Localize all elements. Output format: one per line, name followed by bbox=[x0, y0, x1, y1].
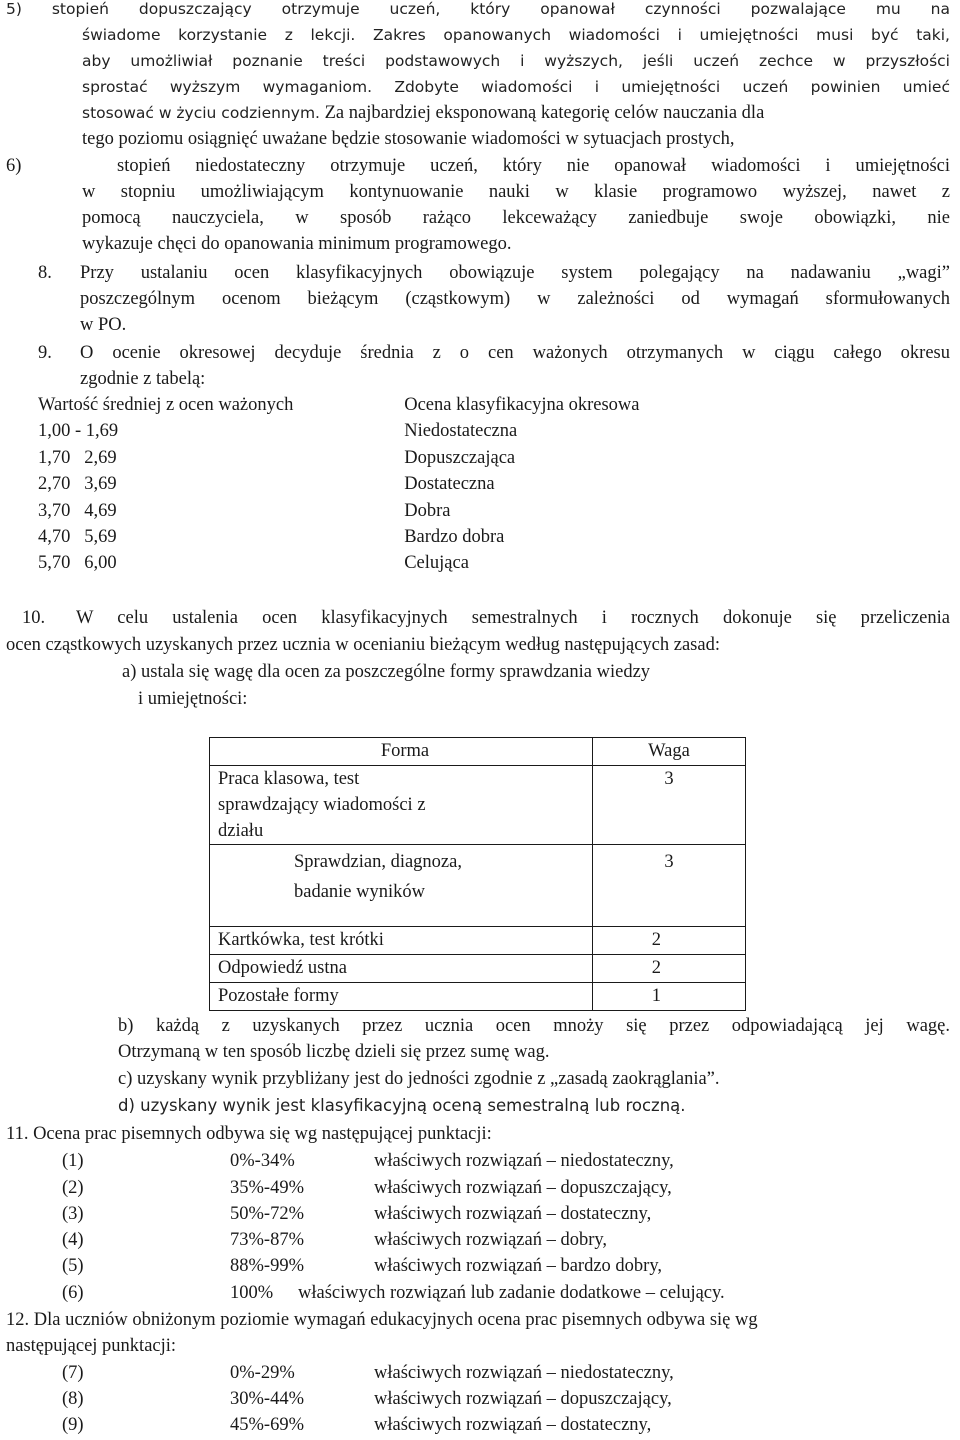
score-number: (7) bbox=[62, 1363, 84, 1383]
weights-table-row bbox=[210, 766, 746, 845]
p10-line-2: ocen cząstkowych uzyskanych przez ucznia w ocenianiu bieżącym według następujących zasad: bbox=[6, 635, 720, 655]
score-description: właściwych rozwiązań lub zadanie dodatkowe – celujący. bbox=[298, 1283, 725, 1303]
grade-name: Dobra bbox=[404, 500, 451, 521]
grade-table-row bbox=[38, 550, 642, 576]
grade-table-row bbox=[38, 418, 642, 444]
score-percent: 0%-34% bbox=[230, 1151, 295, 1171]
p6-line-4: wykazuje chęci do opanowania minimum programowego. bbox=[82, 234, 512, 254]
score-number: (5) bbox=[62, 1256, 84, 1276]
p12-line-1: 12. Dla uczniów obniżonym poziomie wymagań edukacyjnych ocena prac pisemnych odbywa się wg bbox=[6, 1310, 758, 1330]
p10-b-line-2: Otrzymaną w ten sposób liczbę dzieli się przez sumę wag. bbox=[118, 1042, 550, 1062]
weights-value: 3 bbox=[593, 845, 746, 927]
score-percent: 50%-72% bbox=[230, 1204, 304, 1224]
grade-name: Celująca bbox=[404, 553, 469, 574]
score-number: (9) bbox=[62, 1415, 84, 1435]
grade-table-row bbox=[38, 445, 642, 471]
p10-a-line-1: a) ustala się wagę dla ocen za poszczególne formy sprawdzania wiedzy bbox=[122, 662, 651, 682]
grade-name: Niedostateczna bbox=[404, 421, 518, 442]
weights-form-line-2: badanie wyników bbox=[294, 882, 426, 902]
weights-form: Odpowiedź ustna bbox=[210, 955, 593, 983]
p5-line-5a: stosować w życiu codziennym. bbox=[82, 104, 320, 122]
score-number: (2) bbox=[62, 1178, 84, 1198]
grade-range: 1,00 - 1,69 bbox=[38, 421, 119, 442]
score-percent: 30%-44% bbox=[230, 1389, 304, 1409]
score-number: (3) bbox=[62, 1204, 84, 1224]
score-description: właściwych rozwiązań – dostateczny, bbox=[374, 1204, 652, 1224]
p6-line-1: stopień niedostateczny otrzymuje uczeń, który nie opanował wiadomości i umiejętności bbox=[117, 156, 950, 176]
p6-line-3: pomocą nauczyciela, w sposób rażąco lekceważący zaniedbuje swoje obowiązki, nie bbox=[82, 208, 950, 228]
p8-line-1: Przy ustalaniu ocen klasyfikacyjnych obowiązuje system polegający na nadawaniu „wagi” bbox=[80, 263, 950, 283]
grade-table-row bbox=[38, 524, 642, 550]
p5-line-4: sprostać wyższym wymaganiom. Zdobyte wiadomości i umiejętności uczeń powinien umieć bbox=[82, 78, 950, 96]
p9-line-2: zgodnie z tabelą: bbox=[80, 369, 206, 389]
weights-form: Kartkówka, test krótki bbox=[210, 927, 593, 955]
p5-line-5 bbox=[82, 100, 950, 126]
weights-table-header bbox=[210, 738, 746, 766]
weights-header-weight: Waga bbox=[593, 738, 746, 766]
score-description: właściwych rozwiązań – dopuszczający, bbox=[374, 1389, 672, 1409]
p10-d-line: d) uzyskany wynik jest klasyfikacyjną oceną semestralną lub roczną. bbox=[118, 1096, 686, 1115]
p10-line-1: W celu ustalenia ocen klasyfikacyjnych semestralnych i rocznych dokonuje się przeliczenia bbox=[76, 608, 950, 628]
score-description: właściwych rozwiązań – dopuszczający, bbox=[374, 1178, 672, 1198]
p10-b-line-1: b) każdą z uzyskanych przez ucznia ocen mnoży się przez odpowiadającą jej wagę. bbox=[118, 1016, 950, 1036]
p10-c-line: c) uzyskany wynik przybliżany jest do jedności zgodnie z „zasadą zaokrąglania”. bbox=[118, 1069, 720, 1089]
p5-line-3: aby umożliwiał poznanie treści podstawowych i wyższych, jeśli uczeń zechce w przyszłości bbox=[82, 52, 950, 70]
weights-table-row bbox=[210, 955, 746, 983]
p12-line-2: następującej punktacji: bbox=[6, 1336, 177, 1356]
p5-line-6: tego poziomu osiągnięć uważane będzie stosowanie wiadomości w sytuacjach prostych, bbox=[82, 129, 735, 149]
score-percent: 45%-69% bbox=[230, 1415, 304, 1435]
score-percent: 88%-99% bbox=[230, 1256, 304, 1276]
weights-value: 2 bbox=[593, 955, 746, 983]
score-number: (4) bbox=[62, 1230, 84, 1250]
score-description: właściwych rozwiązań – niedostateczny, bbox=[374, 1151, 674, 1171]
score-description: właściwych rozwiązań – niedostateczny, bbox=[374, 1363, 674, 1383]
weights-form bbox=[210, 845, 593, 927]
p5-line-1: 5) stopień dopuszczający otrzymuje uczeń, który opanował czynności pozwalające mu na bbox=[6, 0, 950, 18]
weights-table bbox=[209, 737, 746, 1011]
weights-form: Praca klasowa, test sprawdzający wiadomości z działu bbox=[210, 766, 593, 845]
grade-table-header-average: Wartość średniej z ocen ważonych bbox=[38, 395, 294, 415]
grade-name: Dostateczna bbox=[404, 474, 495, 495]
grade-range: 4,70 5,69 bbox=[38, 526, 117, 547]
p5-line-2: świadome korzystanie z lekcji. Zakres opanowanych wiadomości i umiejętności musi być taki, bbox=[82, 26, 950, 44]
score-number: (8) bbox=[62, 1389, 84, 1409]
score-description: właściwych rozwiązań – dostateczny, bbox=[374, 1415, 652, 1435]
score-percent: 0%-29% bbox=[230, 1363, 295, 1383]
score-percent: 100% bbox=[230, 1283, 274, 1303]
weights-value: 1 bbox=[593, 983, 746, 1011]
p10-a-line-2: i umiejętności: bbox=[138, 689, 248, 709]
weights-table-row bbox=[210, 983, 746, 1011]
p8-line-3: w PO. bbox=[80, 315, 127, 335]
weights-value: 3 bbox=[593, 766, 746, 845]
grade-name: Dopuszczająca bbox=[404, 447, 516, 468]
p6-number: 6) bbox=[6, 156, 22, 176]
grade-range: 2,70 3,69 bbox=[38, 474, 117, 495]
p9-number: 9. bbox=[38, 343, 52, 363]
p9-line-1: O ocenie okresowej decyduje średnia z o cen ważonych otrzymanych w ciągu całego okresu bbox=[80, 343, 950, 363]
grade-range: 5,70 6,00 bbox=[38, 553, 117, 574]
weights-header-form: Forma bbox=[210, 738, 593, 766]
grade-average-table bbox=[38, 392, 642, 577]
p5-line-5b: Za najbardziej eksponowaną kategorię celów nauczania dla bbox=[319, 103, 765, 123]
score-description: właściwych rozwiązań – bardzo dobry, bbox=[374, 1256, 663, 1276]
weights-value: 2 bbox=[593, 927, 746, 955]
p10-number: 10. bbox=[22, 608, 46, 628]
grade-table-header bbox=[38, 392, 642, 418]
p6-line-2: w stopniu umożliwiającym kontynuowanie nauki w klasie programowo wyższej, nawet z bbox=[82, 182, 950, 202]
p8-number: 8. bbox=[38, 263, 52, 283]
grade-range: 1,70 2,69 bbox=[38, 447, 117, 468]
weights-form: Pozostałe formy bbox=[210, 983, 593, 1011]
grade-table-row bbox=[38, 471, 642, 497]
weights-table-row bbox=[210, 927, 746, 955]
score-percent: 35%-49% bbox=[230, 1178, 304, 1198]
score-percent: 73%-87% bbox=[230, 1230, 304, 1250]
weights-table-row bbox=[210, 845, 746, 927]
score-description: właściwych rozwiązań – dobry, bbox=[374, 1230, 608, 1250]
p11-title: 11. Ocena prac pisemnych odbywa się wg następującej punktacji: bbox=[6, 1124, 492, 1144]
grade-range: 3,70 4,69 bbox=[38, 500, 117, 521]
grade-table-header-grade: Ocena klasyfikacyjna okresowa bbox=[404, 395, 640, 415]
weights-form-line-1: Sprawdzian, diagnoza, bbox=[294, 852, 462, 872]
grade-table-row bbox=[38, 498, 642, 524]
p8-line-2: poszczególnym ocenom bieżącym (cząstkowym) w zależności od wymagań sformułowanych bbox=[80, 289, 950, 309]
score-number: (1) bbox=[62, 1151, 84, 1171]
grade-name: Bardzo dobra bbox=[404, 526, 505, 547]
score-number: (6) bbox=[62, 1283, 84, 1303]
